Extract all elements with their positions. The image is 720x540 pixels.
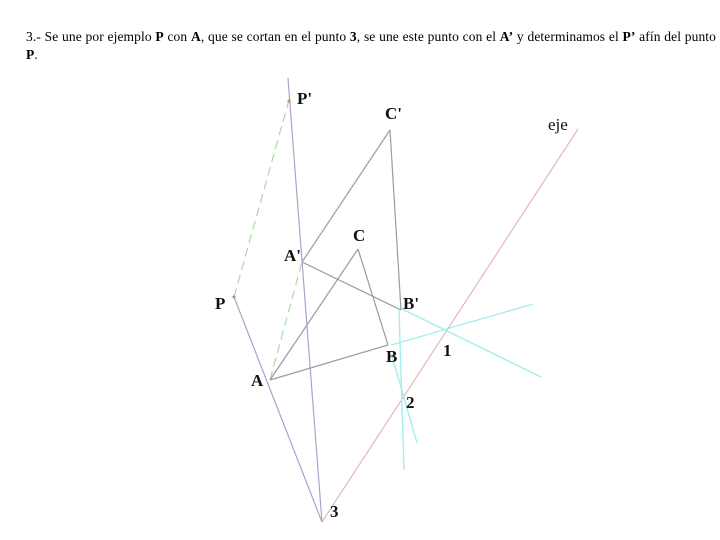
label-a-prime: A' xyxy=(284,246,301,265)
caption-bold-3: 3 xyxy=(349,29,357,44)
label-c-prime: C' xyxy=(385,104,402,123)
line-p-a-to-3 xyxy=(234,297,322,522)
segment-c-prime-b-prime xyxy=(390,130,401,310)
caption-text-4: , se une este punto con el xyxy=(356,29,500,44)
caption-bold-p-prime: P’ xyxy=(622,29,636,44)
point-p-prime xyxy=(287,99,290,102)
caption-text-5: y determinamos el xyxy=(513,29,623,44)
label-p-prime: P' xyxy=(297,89,313,108)
label-point-1: 1 xyxy=(443,341,452,360)
label-a: A xyxy=(251,371,264,390)
caption-text-3: , que se cortan en el punto xyxy=(200,29,350,44)
caption-bold-p: P xyxy=(155,29,164,44)
label-c: C xyxy=(353,226,366,245)
label-point-2: 2 xyxy=(406,393,415,412)
affinity-direction-p xyxy=(234,100,289,297)
cyan-line-2 xyxy=(400,308,541,377)
label-point-3: 3 xyxy=(330,502,339,521)
segment-a-prime-c-prime xyxy=(302,130,390,262)
label-b: B xyxy=(386,347,398,366)
axis-eje-line xyxy=(322,129,578,522)
caption-bold-a: A xyxy=(190,29,201,44)
caption-text-7: . xyxy=(34,47,38,62)
label-p: P xyxy=(215,294,226,313)
affinity-direction-a xyxy=(270,262,302,380)
caption-text-2: con xyxy=(163,29,191,44)
caption-text-6: afín del punto xyxy=(635,29,717,44)
caption-text-1: 3.- Se une por ejemplo xyxy=(26,29,156,44)
caption-bold-a-prime: A’ xyxy=(499,29,514,44)
label-eje: eje xyxy=(548,115,568,134)
caption-bold-p-2: P xyxy=(26,47,35,62)
segment-a-prime-b-prime xyxy=(302,262,401,310)
point-p xyxy=(232,295,235,298)
segment-a-c xyxy=(270,249,358,380)
label-b-prime: B' xyxy=(403,294,420,313)
line-3-a-prime-to-p-prime xyxy=(288,78,322,522)
segment-c-b xyxy=(358,249,388,345)
segment-a-b xyxy=(270,345,388,380)
